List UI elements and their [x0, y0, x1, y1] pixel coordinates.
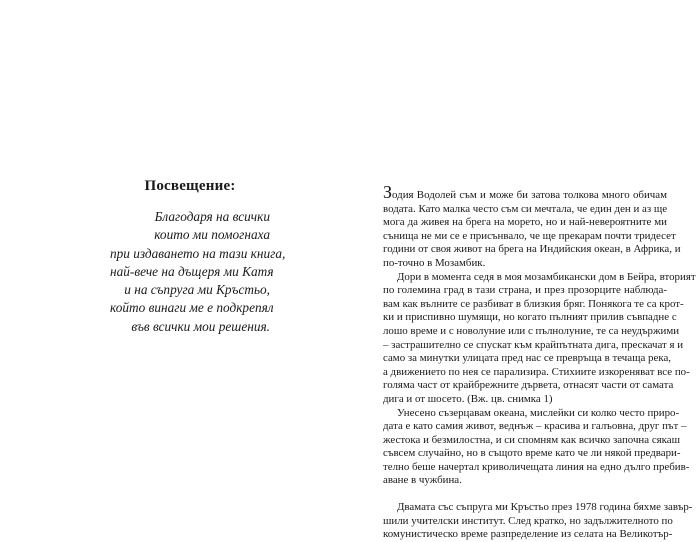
dedication-title: Посвещение:: [144, 178, 236, 194]
dedication-line: и на съпруга ми Кръстьо,: [124, 282, 270, 298]
text-line: дата е като самия живот, веднъж – красива и галъовна, друг път –: [383, 420, 687, 433]
dedication-text: [110, 208, 286, 336]
text-line: а движението по нея се парализира. Стихиите изкореняват все по-: [383, 365, 690, 378]
paragraph-2: [383, 270, 696, 407]
text-line: лошо време и с новолуние или с пълнолуние, те са неудържими: [383, 324, 680, 337]
text-line: по-точно в Мозамбик.: [383, 256, 486, 269]
text-line: аване в чужбина.: [383, 474, 462, 487]
text-line: сънища не ми се е присънвало, че ще прекарам почти тридесет: [383, 229, 676, 242]
text-line: водата. Като малка често съм си мечтала, че един ден и аз ще: [383, 202, 668, 215]
dedication-line: които ми помогнаха: [154, 227, 270, 243]
paragraph-4: [383, 501, 693, 542]
dedication-line: във всички мои решения.: [131, 318, 270, 334]
text-line: Двамата със съпруга ми Кръстьо през 1978 година бяхме завър-: [397, 501, 693, 514]
dedication-line: най-вече на дъщеря ми Катя: [110, 263, 274, 279]
text-line: дига и от шосето. (Вж. цв. снимка 1): [383, 392, 553, 405]
text-line: – застрашително се спускат към крайпътната дига, прескачат я и: [383, 338, 684, 351]
text-line: вам как вълните се разбиват в близкия бряг. Понякога те са крот-: [383, 297, 684, 310]
text-line: комунистическо време разпределение из селата на Великотър-: [383, 528, 673, 541]
paragraph-spacer: [383, 488, 667, 501]
text-line: голяма част от крайбрежните дървета, отнасят части от самата: [383, 379, 674, 392]
paragraph-1: [383, 182, 681, 271]
drop-cap: З: [383, 182, 393, 202]
body-text: [383, 182, 696, 542]
text-line: Дори в момента седя в моя мозамбикански дом в Бейра, вторият: [397, 270, 696, 283]
text-line: телно беше начертал криволичещата линия на едно дълго пребив-: [383, 460, 690, 473]
left-page: [0, 0, 350, 539]
text-line: Унесено съзерцавам океана, мислейки си колко често приро-: [397, 406, 680, 419]
dedication-line: Благодаря на всички: [154, 209, 270, 224]
paragraph-3: [383, 406, 690, 489]
text-line: години от своя живот на брега на Индийския океан, в Африка, и: [383, 243, 681, 256]
text-line: ки и приспивно шумящи, но когато пълният прилив съвпадне с: [383, 311, 677, 324]
text-line: мога да живея на брега на морето, но и най-невероятните ми: [383, 216, 667, 229]
dedication-line: който винаги ме е подкрепял: [110, 300, 274, 316]
text-line: жестока и безмилостна, и си спомням как всичко започна сякаш: [383, 433, 681, 446]
text-line: шили учителски институт. След кратко, но задължителното по: [383, 514, 673, 527]
dedication-line: при издаването на тази книга,: [110, 245, 286, 261]
text-line: съвсем случайно, но в същото време като че ли някой предвари-: [383, 447, 681, 460]
text-line: по големина град в тази страна, и през прозорците наблюда-: [383, 284, 667, 297]
text-line: само за минутки улицата пред нас се превръща в течаща река,: [383, 352, 672, 365]
text-line: Зодия Водолей съм и може би затова толкова много обичам: [383, 182, 667, 202]
